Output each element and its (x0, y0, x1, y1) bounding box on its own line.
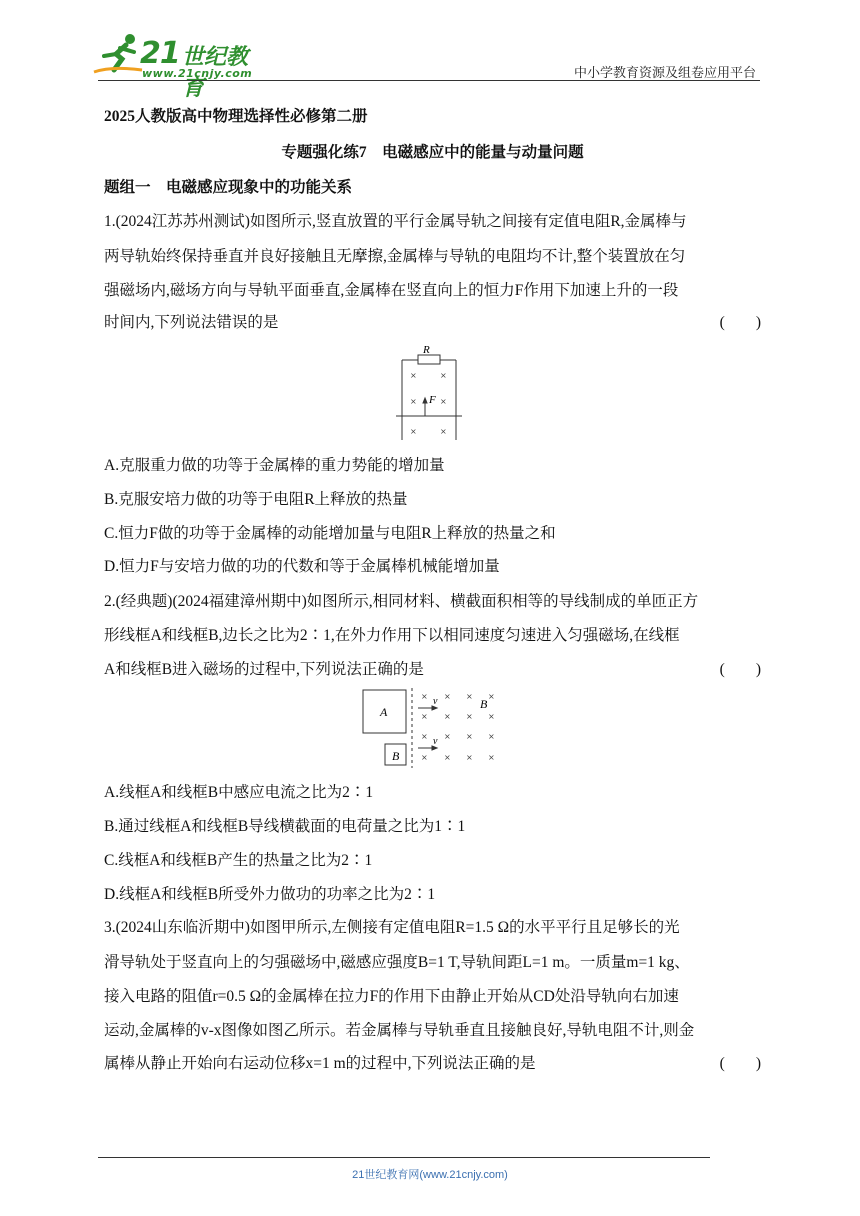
field-mark: × (466, 753, 473, 762)
book-title: 2025人教版高中物理选择性必修第二册 (104, 108, 368, 125)
field-mark: × (440, 397, 447, 406)
header-divider (98, 80, 760, 81)
field-mark: × (421, 753, 428, 762)
frame-b-label: B (392, 749, 400, 763)
header-platform-text: 中小学教育资源及组卷应用平台 (573, 65, 756, 80)
q1-answer-paren: ( ) (719, 314, 761, 331)
logo-text: 世纪教育 (182, 45, 249, 101)
field-mark: × (488, 712, 495, 721)
q1-line-4 (104, 313, 761, 333)
q3-answer-paren: ( ) (719, 1055, 761, 1072)
field-mark: × (444, 753, 451, 762)
runner-logo-icon (92, 32, 144, 76)
field-mark: × (421, 712, 428, 721)
field-mark: × (421, 732, 428, 741)
q2-line-2: 形线框A和线框B,边长之比为2∶1,在外力作用下以相同速度匀速进入匀强磁场,在线框 (104, 627, 680, 644)
q1-force-label: F (429, 394, 436, 406)
site-logo (92, 30, 262, 101)
frame-a-label: A (380, 705, 388, 719)
field-mark: × (488, 732, 495, 741)
footer-link[interactable]: 21世纪教育网(www.21cnjy.com) (352, 1169, 508, 1181)
field-mark: × (466, 692, 473, 701)
q1-line-4-text: 时间内,下列说法错误的是 (104, 314, 279, 331)
q1-line-2: 两导轨始终保持垂直并良好接触且无摩擦,金属棒与导轨的电阻均不计,整个装置放在匀 (104, 248, 686, 265)
q2-figure (360, 686, 506, 770)
field-mark: × (410, 371, 417, 380)
q3-line-2: 滑导轨处于竖直向上的匀强磁场中,磁感应强度B=1 T,导轨间距L=1 m。一质量m=1 kg、 (104, 954, 690, 971)
q1-option-d: D.恒力F与安培力做的功的代数和等于金属棒机械能增加量 (104, 558, 500, 575)
field-mark: × (466, 712, 473, 721)
q2-line-1: 2.(经典题)(2024福建漳州期中)如图所示,相同材料、横截面积相等的导线制成的单匝正方 (104, 593, 699, 610)
q1-resistor-label: R (423, 344, 430, 356)
q2-line-3-text: A和线框B进入磁场的过程中,下列说法正确的是 (104, 661, 424, 678)
q3-line-1: 3.(2024山东临沂期中)如图甲所示,左侧接有定值电阻R=1.5 Ω的水平平行且足够长的光 (104, 919, 680, 936)
field-mark: × (440, 427, 447, 436)
footer-divider (98, 1157, 710, 1158)
q2-line-3 (104, 660, 761, 680)
logo-number: 21 (140, 36, 180, 71)
field-mark: × (444, 732, 451, 741)
velocity-label-a: v (433, 696, 438, 707)
q1-option-b: B.克服安培力做的功等于电阻R上释放的热量 (104, 491, 408, 508)
q2-option-a: A.线框A和线框B中感应电流之比为2∶1 (104, 784, 374, 801)
q2-option-d: D.线框A和线框B所受外力做功的功率之比为2∶1 (104, 886, 436, 903)
q1-figure (396, 342, 464, 442)
q2-option-c: C.线框A和线框B产生的热量之比为2∶1 (104, 852, 373, 869)
q1-option-a: A.克服重力做的功等于金属棒的重力势能的增加量 (104, 457, 445, 474)
group-title: 题组一 电磁感应现象中的功能关系 (104, 179, 353, 196)
field-mark: × (440, 371, 447, 380)
field-label: B (480, 697, 488, 711)
q2-answer-paren: ( ) (719, 661, 761, 678)
q1-line-1: 1.(2024江苏苏州测试)如图所示,竖直放置的平行金属导轨之间接有定值电阻R,金属棒与 (104, 213, 687, 230)
section-title: 专题强化练7 电磁感应中的能量与动量问题 (281, 144, 584, 161)
field-mark: × (421, 692, 428, 701)
q2-option-b: B.通过线框A和线框B导线横截面的电荷量之比为1∶1 (104, 818, 466, 835)
q1-line-3: 强磁场内,磁场方向与导轨平面垂直,金属棒在竖直向上的恒力F作用下加速上升的一段 (104, 282, 679, 299)
q1-option-c: C.恒力F做的功等于金属棒的动能增加量与电阻R上释放的热量之和 (104, 525, 556, 542)
field-mark: × (466, 732, 473, 741)
q3-line-5 (104, 1054, 761, 1074)
velocity-label-b: v (433, 736, 438, 747)
q3-line-5-text: 属棒从静止开始向右运动位移x=1 m的过程中,下列说法正确的是 (104, 1055, 536, 1072)
field-mark: × (410, 427, 417, 436)
field-mark: × (488, 753, 495, 762)
field-mark: × (444, 692, 451, 701)
field-mark: × (488, 692, 495, 701)
logo-url: www.21cnjy.com (142, 67, 253, 80)
q3-line-4: 运动,金属棒的v-x图像如图乙所示。若金属棒与导轨垂直且接触良好,导轨电阻不计,则金 (104, 1022, 695, 1039)
field-mark: × (444, 712, 451, 721)
field-mark: × (410, 397, 417, 406)
q3-line-3: 接入电路的阻值r=0.5 Ω的金属棒在拉力F的作用下由静止开始从CD处沿导轨向右加速 (104, 988, 679, 1005)
